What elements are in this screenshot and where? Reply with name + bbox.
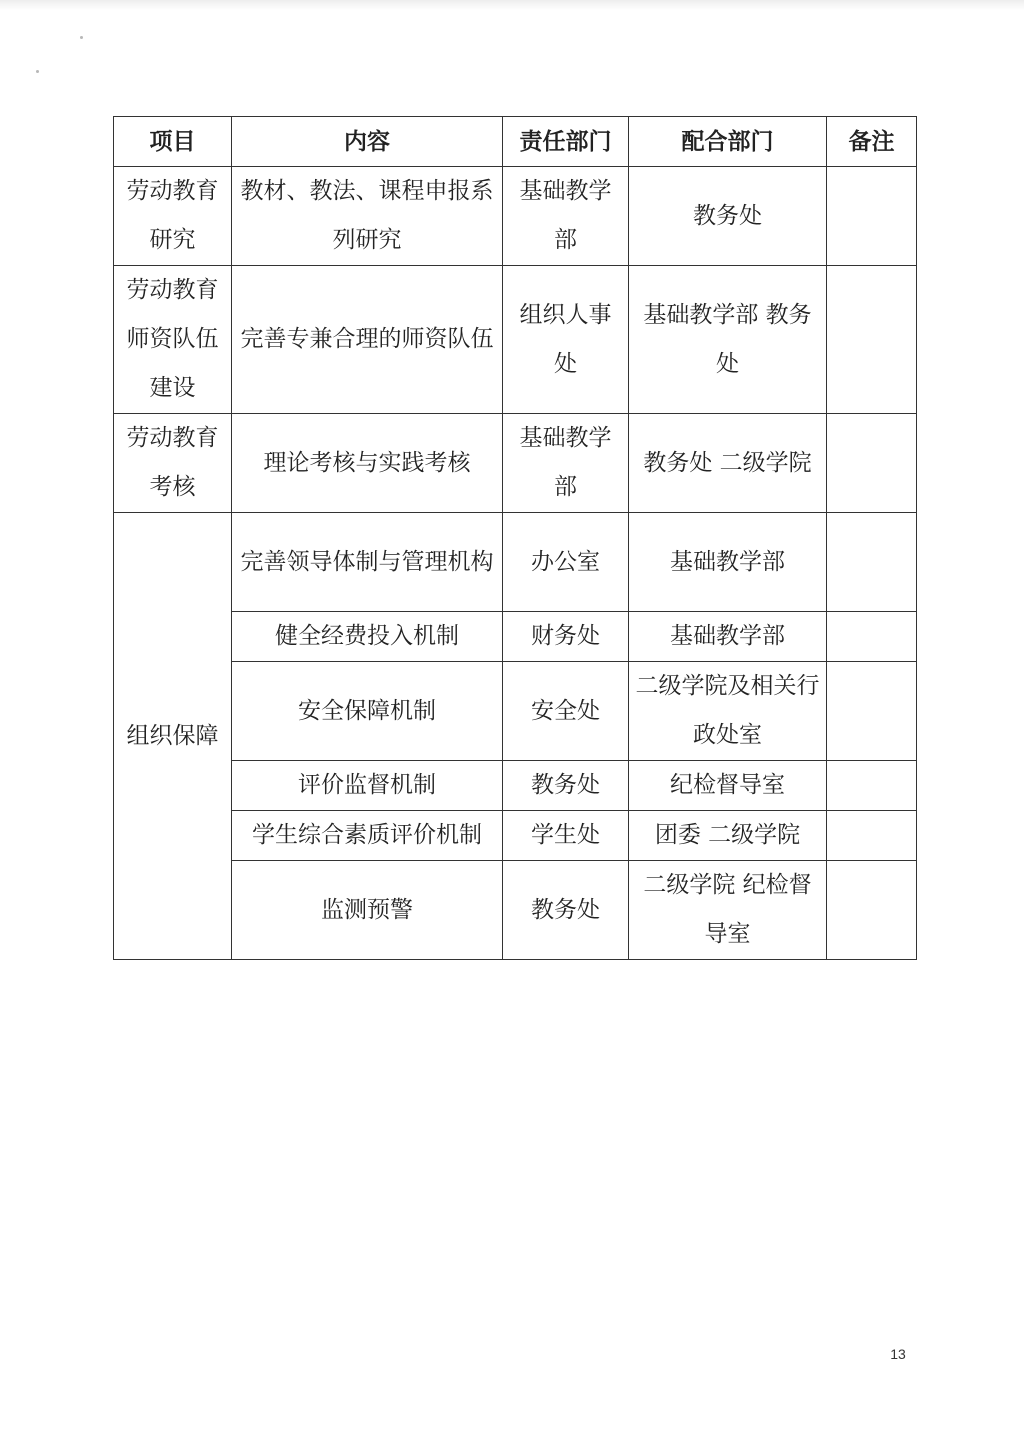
cell-remarks [827, 167, 917, 266]
table-row [114, 414, 917, 513]
cell-cooperating: 教务处 二级学院 [629, 414, 827, 513]
labor-education-plan-table [113, 116, 917, 960]
header-responsible-dept: 责任部门 [503, 117, 629, 167]
cell-cooperating: 纪检督导室 [629, 761, 827, 811]
cell-cooperating: 二级学院 纪检督导室 [629, 861, 827, 960]
cell-responsible: 安全处 [503, 662, 629, 761]
cell-responsible: 教务处 [503, 861, 629, 960]
cell-responsible: 学生处 [503, 811, 629, 861]
cell-content: 监测预警 [232, 861, 503, 960]
cell-responsible: 办公室 [503, 513, 629, 612]
cell-item: 劳动教育考核 [114, 414, 232, 513]
table-header-row [114, 117, 917, 167]
cell-item: 劳动教育研究 [114, 167, 232, 266]
scan-edge-shadow [0, 0, 1024, 10]
cell-item-merged: 组织保障 [114, 513, 232, 960]
table-row [114, 861, 917, 960]
cell-content: 完善专兼合理的师资队伍 [232, 266, 503, 414]
table-row [114, 662, 917, 761]
cell-content: 评价监督机制 [232, 761, 503, 811]
table-row [114, 761, 917, 811]
header-content: 内容 [232, 117, 503, 167]
cell-cooperating: 教务处 [629, 167, 827, 266]
table-row [114, 811, 917, 861]
table-row [114, 612, 917, 662]
cell-content: 理论考核与实践考核 [232, 414, 503, 513]
table-row [114, 513, 917, 612]
cell-remarks [827, 414, 917, 513]
cell-cooperating: 基础教学部 [629, 612, 827, 662]
cell-content: 安全保障机制 [232, 662, 503, 761]
cell-cooperating: 团委 二级学院 [629, 811, 827, 861]
page-number: 13 [890, 1346, 906, 1362]
cell-responsible: 基础教学部 [503, 167, 629, 266]
cell-responsible: 财务处 [503, 612, 629, 662]
scan-speck [80, 36, 83, 39]
cell-remarks [827, 513, 917, 612]
cell-remarks [827, 861, 917, 960]
cell-remarks [827, 266, 917, 414]
cell-remarks [827, 761, 917, 811]
cell-content: 学生综合素质评价机制 [232, 811, 503, 861]
header-cooperating-dept: 配合部门 [629, 117, 827, 167]
table-row [114, 266, 917, 414]
cell-remarks [827, 662, 917, 761]
cell-remarks [827, 612, 917, 662]
cell-item: 劳动教育师资队伍建设 [114, 266, 232, 414]
cell-cooperating: 基础教学部 [629, 513, 827, 612]
cell-content: 完善领导体制与管理机构 [232, 513, 503, 612]
table-row [114, 167, 917, 266]
cell-content: 健全经费投入机制 [232, 612, 503, 662]
cell-responsible: 教务处 [503, 761, 629, 811]
cell-responsible: 组织人事处 [503, 266, 629, 414]
cell-responsible: 基础教学部 [503, 414, 629, 513]
header-item: 项目 [114, 117, 232, 167]
cell-content: 教材、教法、课程申报系列研究 [232, 167, 503, 266]
cell-cooperating: 二级学院及相关行政处室 [629, 662, 827, 761]
scan-speck [36, 70, 39, 73]
cell-cooperating: 基础教学部 教务处 [629, 266, 827, 414]
cell-remarks [827, 811, 917, 861]
header-remarks: 备注 [827, 117, 917, 167]
